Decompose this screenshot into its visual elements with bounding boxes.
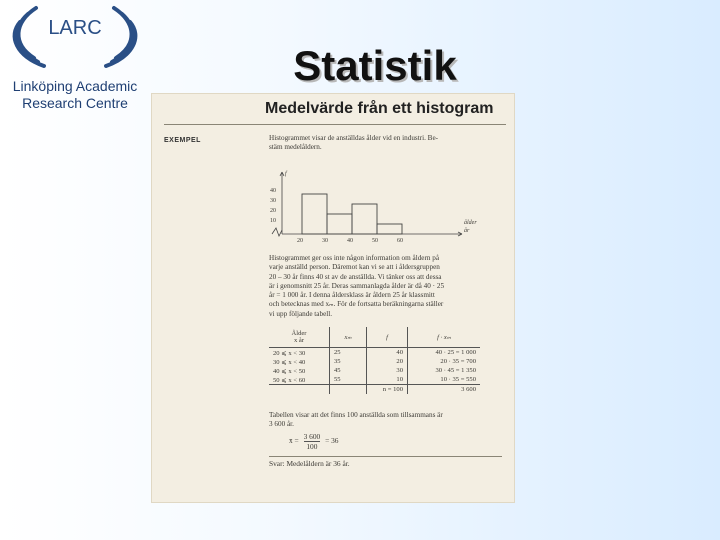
intro-line: stäm medelåldern.: [269, 143, 322, 152]
y-tick-label: 10: [270, 218, 276, 224]
table-row: [269, 357, 480, 366]
cell-f: 20: [367, 357, 408, 366]
explanation-text: [269, 254, 509, 319]
page-heading: Medelvärde från ett histogram: [265, 100, 494, 117]
formula-rhs: = 36: [325, 436, 339, 446]
mean-formula: [289, 432, 339, 451]
histogram-bar: [302, 194, 327, 234]
cell-xm: 45: [330, 366, 367, 375]
y-tick-label: 30: [270, 198, 276, 204]
header-f: f: [367, 327, 408, 348]
cell-range: 40 ⩽ x < 50: [269, 366, 330, 375]
explanation-line: Histogrammet ger oss inte någon information om åldern på: [269, 254, 440, 262]
cell-product: 10 · 35 = 550: [440, 376, 476, 383]
cell-f: 40: [367, 348, 408, 358]
cell-range: 30 ⩽ x < 40: [269, 357, 330, 366]
cell-product: 20 · 35 = 700: [440, 358, 476, 365]
y-tick-label: 40: [270, 188, 276, 194]
explanation-line: och betecknas med xₘ. För de fortsatta beräkningarna ställer: [269, 300, 444, 309]
answer-text: Svar: Medelåldern är 36 år.: [269, 459, 350, 468]
f-axis-label: f: [285, 171, 287, 177]
axis-break-mark: [272, 228, 282, 236]
logo-line-1: Linköping Academic: [12, 78, 138, 94]
table-row: [269, 348, 480, 358]
cell-sum-product: 3 600: [408, 385, 481, 395]
cell-xm: 25: [330, 348, 367, 358]
textbook-page-scan: [152, 94, 514, 502]
logo-acronym: LARC: [48, 17, 102, 39]
larc-logo: [0, 0, 150, 120]
conclusion-line: 3 600 år.: [269, 420, 294, 429]
explanation-line: 20 – 30 år finns 40 st av de anställda. Vi tänker oss att dessa: [269, 272, 442, 281]
formula-lhs: x̄ =: [289, 436, 299, 446]
formula-numerator: 3 600: [303, 432, 321, 441]
conclusion-text: [269, 411, 509, 430]
formula-fraction: [304, 432, 321, 451]
intro-line: Histogrammet visar de anställdas ålder vid en industri. Be-: [269, 134, 439, 142]
larc-wings-emblem: [0, 0, 150, 80]
table-row: [269, 366, 480, 375]
explanation-line: år = 1 000 år. I denna åldersklass är åldern 25 år klassmitt: [269, 291, 435, 300]
cell-f: 30: [367, 366, 408, 375]
slide-title: Statistik: [293, 42, 457, 89]
x-tick-label: 20: [297, 238, 303, 244]
histogram-bar: [327, 214, 352, 234]
cell-xm: 55: [330, 375, 367, 385]
heading-rule: [164, 124, 506, 125]
age-histogram: [252, 164, 512, 248]
explanation-line: vi upp följande tabell.: [269, 309, 333, 318]
cell-f: 10: [367, 375, 408, 385]
exempel-label: EXEMPEL: [164, 137, 201, 144]
table-sum-row: [269, 385, 480, 395]
x-axis-label: ålder: [464, 220, 477, 226]
explanation-line: varje anställd person. Däremot kan vi se att i åldersgruppen: [269, 263, 440, 272]
explanation-line: är i genomsnitt 25 år. Deras sammanlagda ålder är då 40 · 25: [269, 281, 445, 290]
table-row: [269, 375, 480, 385]
header-f-xm: f · xₘ: [408, 327, 481, 348]
y-tick-label: 20: [270, 208, 276, 214]
intro-text: [269, 134, 504, 153]
cell-range: 20 ⩽ x < 30: [269, 348, 330, 358]
logo-line-2: Research Centre: [22, 95, 128, 111]
conclusion-line: Tabellen visar att det finns 100 anställda som tillsammans är: [269, 411, 443, 419]
formula-denominator: 100: [306, 442, 318, 451]
x-tick-label: 50: [372, 238, 378, 244]
header-age: Ålder x år: [269, 327, 330, 348]
x-tick-label: 40: [347, 238, 353, 244]
x-tick-label: 30: [322, 238, 328, 244]
table-header-row: [269, 327, 480, 348]
cell-range: 50 ⩽ x < 60: [269, 375, 330, 385]
cell-sum-n: n = 100: [367, 385, 408, 395]
cell-xm: 35: [330, 357, 367, 366]
answer-rule: [269, 456, 502, 457]
histogram-bar: [377, 224, 402, 234]
frequency-table: [269, 327, 480, 394]
x-axis-unit: år: [464, 228, 470, 234]
header-xm: xₘ: [330, 327, 367, 348]
x-tick-label: 60: [397, 238, 403, 244]
cell-product: 40 · 25 = 1 000: [435, 349, 476, 356]
cell-product: 30 · 45 = 1 350: [435, 367, 476, 374]
histogram-bar: [352, 204, 377, 234]
